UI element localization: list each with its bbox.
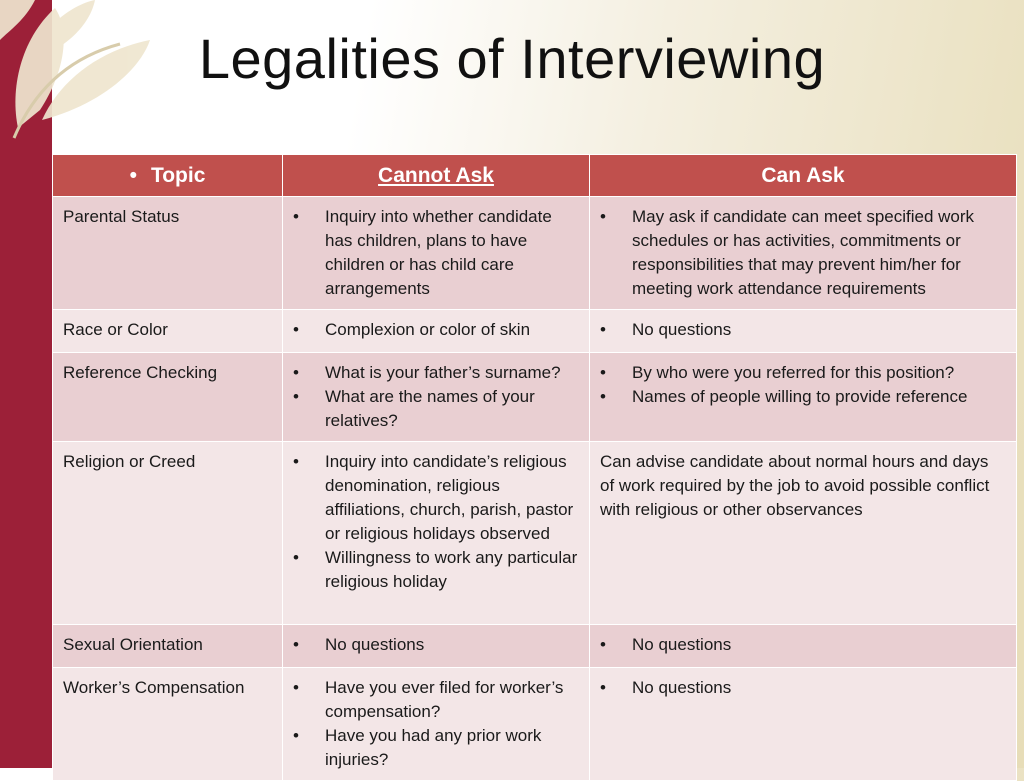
header-can-ask: [590, 155, 1017, 197]
header-can-ask-label: Can Ask: [761, 163, 845, 187]
list-item: • No questions: [600, 676, 1006, 700]
can-ask-cell: [590, 310, 1017, 353]
topic-cell: Reference Checking: [53, 353, 283, 442]
list-item: • Complexion or color of skin: [293, 318, 579, 342]
table-row: [53, 625, 1017, 668]
list-item: • Have you ever filed for worker’s compensation?: [293, 676, 579, 724]
table-row: [53, 353, 1017, 442]
table-row: [53, 442, 1017, 625]
cannot-ask-cell: [283, 442, 590, 625]
cannot-ask-cell: [283, 625, 590, 668]
header-topic-label: Topic: [150, 163, 206, 187]
topic-cell: Worker’s Compensation: [53, 668, 283, 781]
topic-cell: Parental Status: [53, 197, 283, 310]
slide-title: Legalities of Interviewing: [198, 27, 826, 90]
topic-cell: Sexual Orientation: [53, 625, 283, 668]
list-item: • No questions: [600, 633, 1006, 657]
can-ask-cell: Can advise candidate about normal hours and days of work required by the job to avoid possible conflict with religious or other observances: [590, 442, 1017, 625]
list-item: • No questions: [600, 318, 1006, 342]
list-item: • Inquiry into whether candidate has children, plans to have children or has child care arrangements: [293, 205, 579, 301]
list-item: • What is your father’s surname?: [293, 361, 579, 385]
cannot-ask-cell: [283, 668, 590, 781]
topic-cell: Religion or Creed: [53, 442, 283, 625]
table-row: [53, 197, 1017, 310]
header-topic: • Topic: [53, 155, 283, 197]
can-ask-cell: [590, 353, 1017, 442]
list-item: • Inquiry into candidate’s religious denomination, religious affiliations, church, parish, pastor or religious holidays observed: [293, 450, 579, 546]
list-item: • Names of people willing to provide reference: [600, 385, 1006, 409]
can-ask-cell: [590, 197, 1017, 310]
can-ask-cell: [590, 668, 1017, 781]
list-item: • Willingness to work any particular religious holiday: [293, 546, 579, 594]
header-cannot-ask: [283, 155, 590, 197]
interview-legalities-table: [52, 154, 1017, 781]
cannot-ask-cell: [283, 353, 590, 442]
list-item: • By who were you referred for this position?: [600, 361, 1006, 385]
list-item: • No questions: [293, 633, 579, 657]
table-header-row: [53, 155, 1017, 197]
cannot-ask-cell: [283, 197, 590, 310]
can-ask-cell: [590, 625, 1017, 668]
header-cannot-ask-label: Cannot Ask: [378, 163, 494, 187]
topic-cell: Race or Color: [53, 310, 283, 353]
table-row: [53, 310, 1017, 353]
list-item: • Have you had any prior work injuries?: [293, 724, 579, 772]
list-item: • What are the names of your relatives?: [293, 385, 579, 433]
table-row: [53, 668, 1017, 781]
list-item: • May ask if candidate can meet specified work schedules or has activities, commitments or responsibilities that may prevent him/her for meeting work attendance requirements: [600, 205, 1006, 301]
cannot-ask-cell: [283, 310, 590, 353]
